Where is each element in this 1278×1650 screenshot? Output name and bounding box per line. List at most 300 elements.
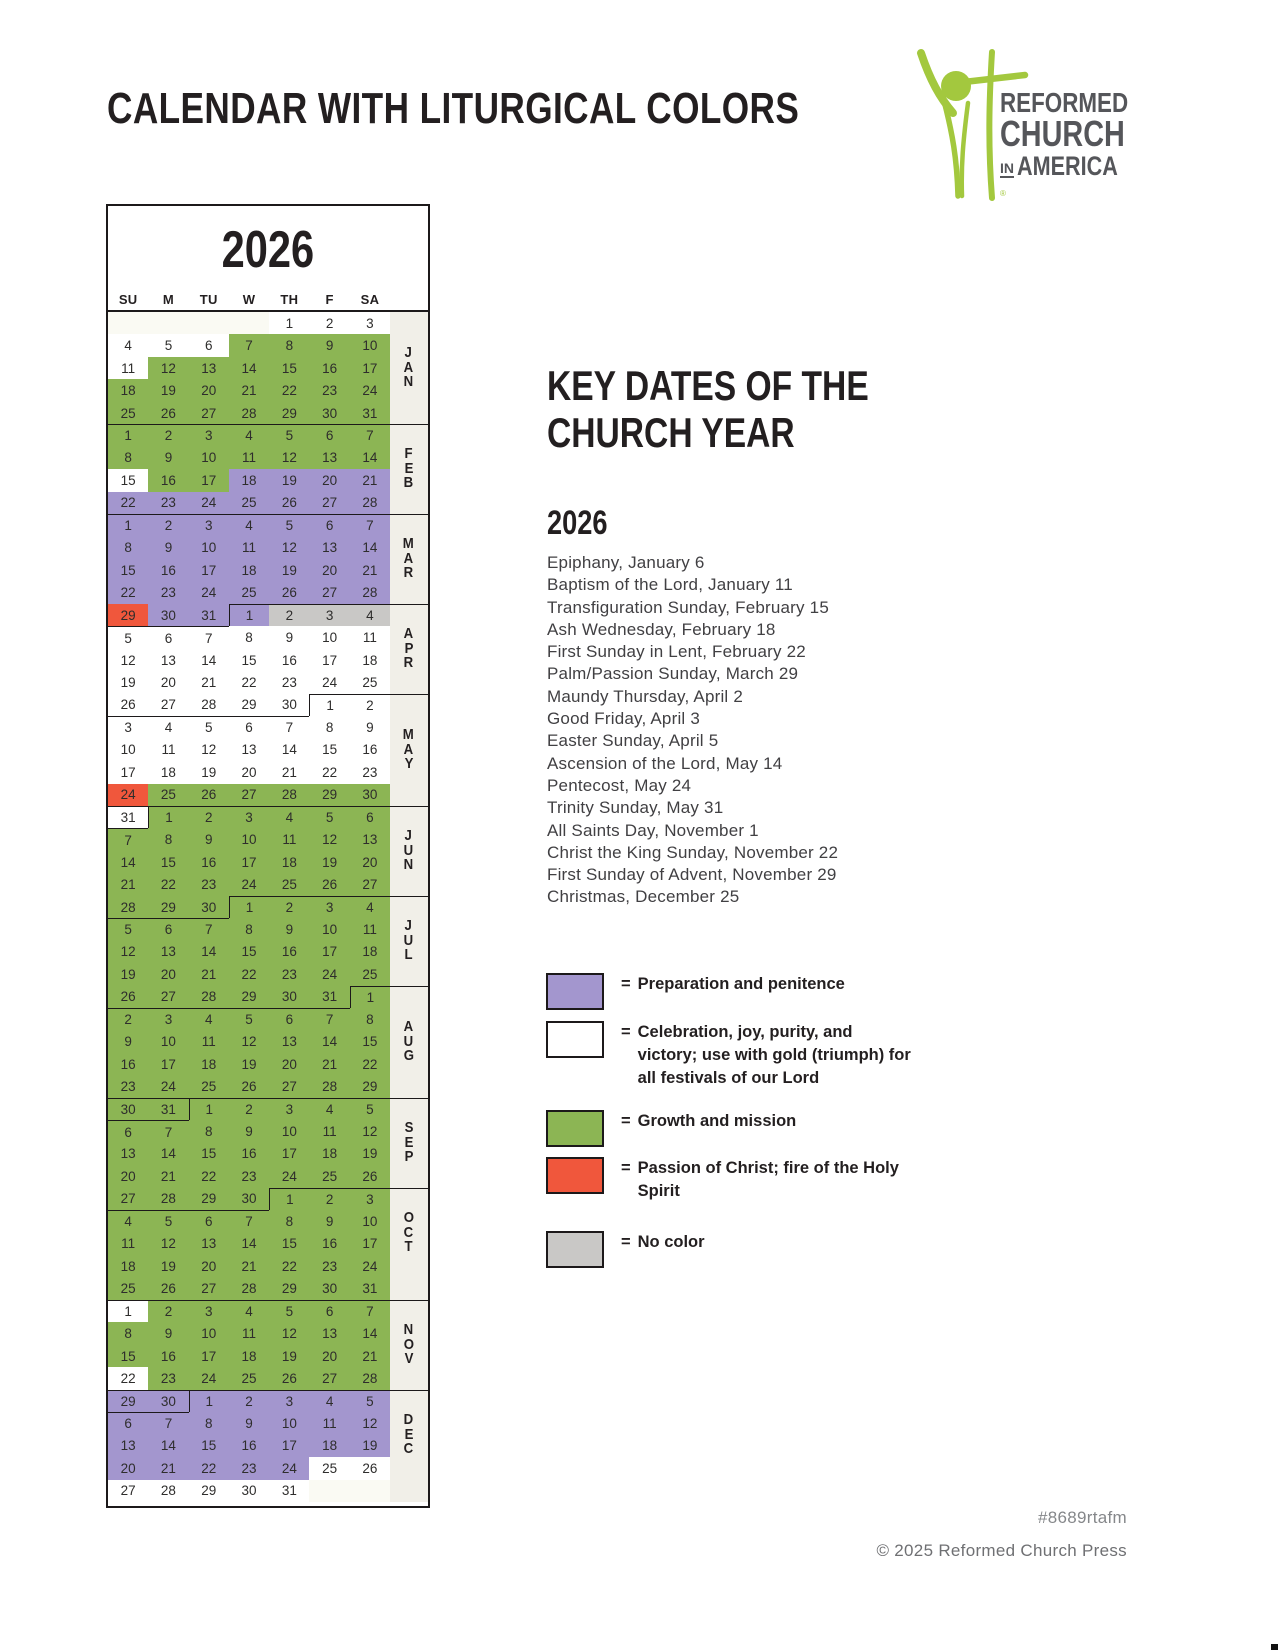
day-cell: 23 — [148, 581, 188, 603]
day-cell: 30 — [350, 784, 390, 806]
day-cell: 30 — [269, 986, 309, 1008]
day-cell: 13 — [108, 1143, 148, 1165]
day-cell: 26 — [350, 1457, 390, 1479]
day-cell: 27 — [108, 1188, 148, 1210]
day-cell: 3 — [189, 514, 229, 536]
day-cell: 24 — [189, 1367, 229, 1389]
day-cell: 15 — [269, 1233, 309, 1255]
day-cell: 1 — [229, 604, 269, 626]
key-date-item: Good Friday, April 3 — [547, 709, 700, 729]
day-cell: 5 — [189, 716, 229, 738]
day-cell: 23 — [269, 671, 309, 693]
calendar-grid-wrap — [108, 312, 428, 1502]
day-cell: 21 — [309, 1053, 349, 1075]
day-cell: 25 — [229, 581, 269, 603]
day-cell: 13 — [229, 739, 269, 761]
day-cell: 1 — [148, 806, 188, 828]
logo-reformed: REFORMED — [1000, 87, 1129, 118]
day-cell: 21 — [229, 379, 269, 401]
day-cell: 21 — [189, 963, 229, 985]
day-cell: 27 — [269, 1075, 309, 1097]
dow-header-th: TH — [280, 291, 299, 307]
day-cell: 1 — [108, 514, 148, 536]
day-cell: 13 — [350, 828, 390, 850]
day-cell: 24 — [148, 1075, 188, 1097]
day-cell: 3 — [148, 1008, 188, 1030]
page-title: CALENDAR WITH LITURGICAL COLORS — [107, 84, 800, 133]
day-cell: 7 — [148, 1412, 188, 1434]
day-cell: 11 — [148, 739, 188, 761]
key-date-item: Easter Sunday, April 5 — [547, 731, 719, 751]
day-cell: 16 — [229, 1143, 269, 1165]
day-cell: 25 — [309, 1165, 349, 1187]
day-cell: 8 — [269, 1210, 309, 1232]
svg-text:®: ® — [1000, 189, 1006, 198]
day-cell: 3 — [350, 1188, 390, 1210]
day-cell: 6 — [189, 1210, 229, 1232]
day-cell: 3 — [309, 604, 349, 626]
day-cell: 30 — [189, 896, 229, 918]
day-cell: 14 — [148, 1143, 188, 1165]
day-cell: 27 — [229, 784, 269, 806]
day-cell: 15 — [189, 1435, 229, 1457]
day-cell: 7 — [309, 1008, 349, 1030]
dow-header-f: F — [325, 291, 334, 307]
day-cell: 25 — [229, 1367, 269, 1389]
day-cell: 23 — [148, 492, 188, 514]
day-cell: 20 — [309, 559, 349, 581]
day-cell: 22 — [108, 492, 148, 514]
dow-header-sa: SA — [360, 291, 380, 307]
day-cell: 6 — [108, 1120, 148, 1142]
key-date-item: Trinity Sunday, May 31 — [547, 798, 724, 818]
day-cell: 29 — [309, 784, 349, 806]
day-cell: 20 — [229, 761, 269, 783]
day-cell: 8 — [269, 334, 309, 356]
day-cell: 13 — [309, 537, 349, 559]
day-cell: 3 — [269, 1098, 309, 1120]
day-cell: 29 — [229, 694, 269, 716]
day-cell: 9 — [229, 1412, 269, 1434]
day-cell: 1 — [269, 1188, 309, 1210]
key-date-item: Christmas, December 25 — [547, 887, 740, 907]
day-cell: 27 — [189, 402, 229, 424]
day-cell: 12 — [350, 1412, 390, 1434]
day-cell: 31 — [269, 1480, 309, 1502]
day-cell: 19 — [350, 1143, 390, 1165]
day-cell: 22 — [108, 1367, 148, 1389]
day-cell: 22 — [269, 379, 309, 401]
day-cell: 20 — [309, 469, 349, 491]
key-date-item: First Sunday of Advent, November 29 — [547, 865, 837, 885]
day-cell: 29 — [350, 1075, 390, 1097]
day-cell: 17 — [189, 469, 229, 491]
day-cell: 21 — [350, 559, 390, 581]
day-cell: 14 — [189, 649, 229, 671]
day-cell: 24 — [108, 784, 148, 806]
day-cell: 1 — [108, 424, 148, 446]
day-cell: 14 — [350, 447, 390, 469]
day-cell: 21 — [148, 1457, 188, 1479]
day-cell: 5 — [350, 1098, 390, 1120]
day-cell: 18 — [189, 1053, 229, 1075]
day-cell: 9 — [189, 828, 229, 850]
day-cell: 8 — [108, 1322, 148, 1344]
day-cell: 12 — [309, 828, 349, 850]
day-cell: 30 — [148, 1390, 188, 1412]
day-cell: 3 — [108, 716, 148, 738]
day-cell: 4 — [350, 604, 390, 626]
day-cell: 1 — [108, 1300, 148, 1322]
day-cell: 6 — [108, 1412, 148, 1434]
day-cell: 8 — [229, 626, 269, 648]
day-cell: 28 — [189, 986, 229, 1008]
day-cell: 23 — [229, 1165, 269, 1187]
day-cell: 15 — [108, 469, 148, 491]
day-cell: 9 — [350, 716, 390, 738]
day-cell: 24 — [309, 963, 349, 985]
day-cell: 4 — [229, 424, 269, 446]
day-cell: 26 — [108, 694, 148, 716]
day-cell: 3 — [350, 312, 390, 334]
legend-equals: = — [621, 1112, 631, 1130]
day-cell: 12 — [269, 537, 309, 559]
day-cell: 30 — [269, 694, 309, 716]
day-cell: 20 — [108, 1457, 148, 1479]
day-cell: 2 — [108, 1008, 148, 1030]
month-column-segment — [390, 1480, 428, 1502]
day-cell: 25 — [148, 784, 188, 806]
day-cell: 11 — [108, 1233, 148, 1255]
day-cell: 31 — [108, 806, 148, 828]
day-cell: 26 — [350, 1165, 390, 1187]
key-date-item: Palm/Passion Sunday, March 29 — [547, 664, 799, 684]
day-cell: 11 — [309, 1120, 349, 1142]
day-cell: 16 — [309, 1233, 349, 1255]
day-cell: 14 — [229, 1233, 269, 1255]
legend-item — [546, 973, 946, 1010]
day-cell: 12 — [108, 941, 148, 963]
day-cell: 30 — [108, 1098, 148, 1120]
day-cell: 29 — [189, 1188, 229, 1210]
day-cell: 20 — [189, 1255, 229, 1277]
key-date-item: Christ the King Sunday, November 22 — [547, 842, 839, 862]
day-cell: 22 — [108, 581, 148, 603]
day-cell: 28 — [309, 1075, 349, 1097]
month-label-dec: D E C — [403, 1411, 414, 1458]
calendar-grid — [108, 312, 428, 1502]
empty-cell — [229, 312, 269, 334]
day-cell: 15 — [108, 1345, 148, 1367]
day-cell: 17 — [108, 761, 148, 783]
day-cell: 28 — [350, 581, 390, 603]
day-cell: 2 — [350, 694, 390, 716]
day-cell: 26 — [269, 492, 309, 514]
day-cell: 1 — [189, 1390, 229, 1412]
day-cell: 1 — [189, 1098, 229, 1120]
key-date-item: Transfiguration Sunday, February 15 — [547, 597, 829, 617]
day-cell: 7 — [148, 1120, 188, 1142]
day-cell: 22 — [350, 1053, 390, 1075]
day-cell: 19 — [108, 671, 148, 693]
day-cell: 7 — [108, 828, 148, 850]
day-cell: 12 — [269, 1322, 309, 1344]
day-cell: 4 — [229, 514, 269, 536]
day-cell: 2 — [148, 424, 188, 446]
day-cell: 15 — [350, 1031, 390, 1053]
key-date-item: Ash Wednesday, February 18 — [547, 619, 776, 639]
day-cell: 6 — [350, 806, 390, 828]
day-cell: 12 — [350, 1120, 390, 1142]
day-cell: 23 — [309, 379, 349, 401]
day-cell: 22 — [309, 761, 349, 783]
day-cell: 3 — [269, 1390, 309, 1412]
day-cell: 27 — [148, 694, 188, 716]
day-cell: 25 — [309, 1457, 349, 1479]
day-cell: 10 — [189, 1322, 229, 1344]
day-cell: 2 — [309, 1188, 349, 1210]
day-cell: 28 — [148, 1480, 188, 1502]
day-cell: 9 — [269, 626, 309, 648]
day-cell: 20 — [269, 1053, 309, 1075]
day-cell: 10 — [229, 828, 269, 850]
day-cell: 19 — [269, 559, 309, 581]
day-cell: 16 — [148, 1345, 188, 1367]
day-cell: 18 — [350, 649, 390, 671]
day-cell: 30 — [148, 604, 188, 626]
footer-copyright: © 2025 Reformed Church Press — [876, 1541, 1127, 1560]
month-label-nov: N O V — [403, 1321, 414, 1368]
key-dates-year: 2026 — [547, 504, 608, 542]
day-cell: 16 — [309, 357, 349, 379]
day-of-week-header — [108, 288, 428, 310]
day-cell: 12 — [229, 1031, 269, 1053]
day-cell: 14 — [269, 739, 309, 761]
day-cell: 16 — [108, 1053, 148, 1075]
day-cell: 10 — [108, 739, 148, 761]
day-cell: 27 — [309, 581, 349, 603]
day-cell: 17 — [269, 1143, 309, 1165]
day-cell: 15 — [309, 739, 349, 761]
day-cell: 19 — [189, 761, 229, 783]
day-cell: 8 — [189, 1412, 229, 1434]
day-cell: 23 — [148, 1367, 188, 1389]
legend-item — [546, 1231, 946, 1268]
day-cell: 21 — [108, 873, 148, 895]
day-cell: 26 — [309, 873, 349, 895]
month-label-feb: F E B — [403, 445, 414, 492]
day-cell: 15 — [269, 357, 309, 379]
day-cell: 6 — [269, 1008, 309, 1030]
day-cell: 2 — [229, 1098, 269, 1120]
day-cell: 31 — [350, 1277, 390, 1299]
day-cell: 2 — [148, 514, 188, 536]
empty-cell — [189, 312, 229, 334]
day-cell: 6 — [189, 334, 229, 356]
rca-logo-text — [1000, 88, 1142, 181]
day-cell: 9 — [309, 334, 349, 356]
month-label-sep: S E P — [404, 1119, 413, 1166]
day-cell: 28 — [229, 1277, 269, 1299]
day-cell: 10 — [189, 447, 229, 469]
legend-label: Passion of Christ; fire of the Holy Spirit — [637, 1159, 899, 1200]
key-date-item: Baptism of the Lord, January 11 — [547, 575, 793, 595]
day-cell: 18 — [309, 1143, 349, 1165]
legend-label: Celebration, joy, purity, and victory; use with gold (triumph) for all festivals of our Lord — [637, 1023, 911, 1087]
day-cell: 9 — [229, 1120, 269, 1142]
day-cell: 17 — [350, 1233, 390, 1255]
day-cell: 16 — [148, 469, 188, 491]
empty-cell — [309, 1480, 349, 1502]
day-cell: 30 — [309, 1277, 349, 1299]
day-cell: 10 — [309, 626, 349, 648]
day-cell: 14 — [189, 941, 229, 963]
day-cell: 23 — [350, 761, 390, 783]
day-cell: 5 — [229, 1008, 269, 1030]
day-cell: 29 — [269, 402, 309, 424]
legend-label: Preparation and penitence — [637, 975, 845, 993]
day-cell: 19 — [309, 851, 349, 873]
day-cell: 29 — [108, 1390, 148, 1412]
day-cell: 15 — [108, 559, 148, 581]
day-cell: 8 — [309, 716, 349, 738]
day-cell: 14 — [148, 1435, 188, 1457]
day-cell: 22 — [229, 963, 269, 985]
day-cell: 12 — [108, 649, 148, 671]
day-cell: 9 — [148, 537, 188, 559]
day-cell: 7 — [189, 626, 229, 648]
day-cell: 10 — [350, 1210, 390, 1232]
day-cell: 27 — [309, 1367, 349, 1389]
day-cell: 7 — [229, 334, 269, 356]
day-cell: 25 — [350, 963, 390, 985]
day-cell: 11 — [229, 537, 269, 559]
day-cell: 7 — [350, 1300, 390, 1322]
day-cell: 24 — [309, 671, 349, 693]
day-cell: 8 — [148, 828, 188, 850]
day-cell: 5 — [108, 918, 148, 940]
day-cell: 24 — [229, 873, 269, 895]
legend-equals: = — [621, 975, 631, 993]
month-label-apr: A P R — [403, 625, 414, 672]
day-cell: 2 — [269, 604, 309, 626]
month-label-may: M A Y — [403, 726, 415, 773]
day-cell: 31 — [189, 604, 229, 626]
day-cell: 16 — [229, 1435, 269, 1457]
day-cell: 3 — [229, 806, 269, 828]
day-cell: 13 — [269, 1031, 309, 1053]
day-cell: 8 — [350, 1008, 390, 1030]
day-cell: 30 — [309, 402, 349, 424]
day-cell: 26 — [148, 402, 188, 424]
day-cell: 25 — [229, 492, 269, 514]
day-cell: 22 — [269, 1255, 309, 1277]
legend-item — [546, 1110, 946, 1147]
empty-cell — [350, 1480, 390, 1502]
day-cell: 18 — [309, 1435, 349, 1457]
day-cell: 7 — [350, 424, 390, 446]
calendar-year: 2026 — [221, 221, 315, 279]
day-cell: 22 — [189, 1165, 229, 1187]
day-cell: 27 — [148, 986, 188, 1008]
day-cell: 18 — [350, 941, 390, 963]
day-cell: 25 — [108, 1277, 148, 1299]
liturgical-calendar — [106, 204, 430, 1508]
key-date-item: Ascension of the Lord, May 14 — [547, 753, 783, 773]
day-cell: 3 — [189, 424, 229, 446]
day-cell: 26 — [189, 784, 229, 806]
day-cell: 31 — [309, 986, 349, 1008]
month-label-mar: M A R — [403, 535, 415, 582]
dow-header-w: W — [242, 291, 256, 307]
day-cell: 4 — [148, 716, 188, 738]
day-cell: 13 — [189, 357, 229, 379]
day-cell: 29 — [269, 1277, 309, 1299]
day-cell: 6 — [229, 716, 269, 738]
day-cell: 13 — [148, 649, 188, 671]
day-cell: 19 — [269, 469, 309, 491]
day-cell: 12 — [148, 357, 188, 379]
day-cell: 19 — [108, 963, 148, 985]
legend-equals: = — [621, 1023, 631, 1041]
day-cell: 26 — [269, 1367, 309, 1389]
day-cell: 11 — [350, 626, 390, 648]
key-date-item: Pentecost, May 24 — [547, 775, 692, 795]
day-cell: 2 — [309, 312, 349, 334]
day-cell: 4 — [350, 896, 390, 918]
day-cell: 30 — [229, 1480, 269, 1502]
day-cell: 16 — [269, 649, 309, 671]
day-cell: 10 — [309, 918, 349, 940]
day-cell: 6 — [148, 626, 188, 648]
day-cell: 11 — [269, 828, 309, 850]
day-cell: 6 — [148, 918, 188, 940]
color-legend — [546, 973, 946, 1268]
day-cell: 13 — [108, 1435, 148, 1457]
legend-item — [546, 1157, 946, 1203]
day-cell: 9 — [148, 1322, 188, 1344]
day-cell: 5 — [269, 424, 309, 446]
legend-equals: = — [621, 1159, 631, 1177]
day-cell: 9 — [269, 918, 309, 940]
day-cell: 5 — [309, 806, 349, 828]
legend-swatch — [546, 1021, 604, 1058]
day-cell: 19 — [229, 1053, 269, 1075]
day-cell: 17 — [189, 559, 229, 581]
day-cell: 8 — [108, 447, 148, 469]
key-date-item: First Sunday in Lent, February 22 — [547, 642, 806, 662]
day-cell: 1 — [309, 694, 349, 716]
day-cell: 14 — [108, 851, 148, 873]
day-cell: 4 — [229, 1300, 269, 1322]
month-label-oct: O C T — [403, 1209, 414, 1256]
day-cell: 19 — [148, 1255, 188, 1277]
legend-swatch — [546, 973, 604, 1010]
day-cell: 28 — [189, 694, 229, 716]
day-cell: 6 — [309, 514, 349, 536]
day-cell: 12 — [148, 1233, 188, 1255]
day-cell: 19 — [269, 1345, 309, 1367]
day-cell: 21 — [148, 1165, 188, 1187]
day-cell: 28 — [108, 896, 148, 918]
day-cell: 6 — [309, 1300, 349, 1322]
day-cell: 12 — [189, 739, 229, 761]
day-cell: 11 — [108, 357, 148, 379]
day-cell: 25 — [108, 402, 148, 424]
day-cell: 1 — [350, 986, 390, 1008]
day-cell: 4 — [309, 1098, 349, 1120]
legend-equals: = — [621, 1233, 631, 1251]
